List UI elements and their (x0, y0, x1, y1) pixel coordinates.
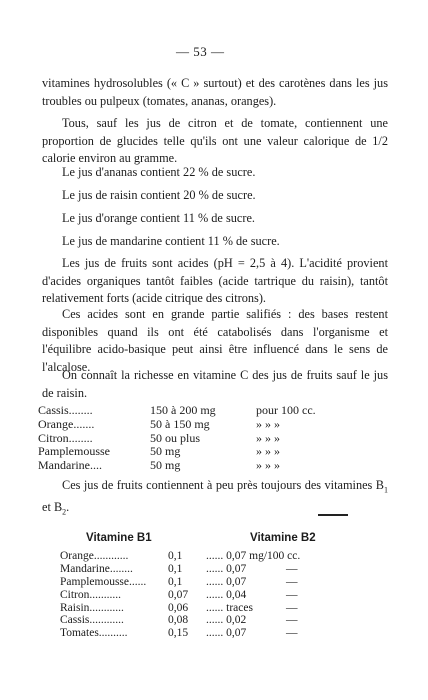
vitamin-b1-header: Vitamine B1 (86, 532, 152, 544)
ditto-dash: — (286, 601, 298, 614)
ditto-dash: — (286, 614, 298, 627)
unit-per: pour 100 cc. (256, 403, 316, 417)
ditto-dash: — (286, 588, 298, 601)
b2-value: ...... 0,07 (206, 627, 247, 640)
fruit-name: Raisin............ (60, 601, 124, 614)
paragraph-vitamin-c: On connaît la richesse en vitamine C des jus de fruits sauf le jus de raisin. (42, 368, 388, 400)
sugar-line-mandarine: Le jus de mandarine contient 11 % de sucre. (62, 234, 280, 248)
b1-value: 0,1 (168, 562, 183, 575)
vitamin-b-end: . (66, 499, 70, 514)
fruit-name: Orange....... (38, 416, 95, 431)
ditto-dash: — (286, 562, 298, 575)
fruit-name: Citron........... (60, 588, 122, 601)
b1-value: 0,08 (168, 614, 189, 627)
fruit-name: Cassis............ (60, 614, 124, 627)
dash-rule (318, 514, 348, 516)
fruit-name: Orange............ (60, 550, 129, 562)
fruit-name: Pamplemousse (38, 444, 110, 459)
b2-value: ...... traces (206, 601, 253, 614)
unit-per: » » » (256, 430, 280, 445)
vitamin-b2-header: Vitamine B2 (250, 532, 316, 544)
vitamin-c-amount: 50 ou plus (150, 430, 201, 445)
paragraph-vitamins: vitamines hydrosolubles (« C » surtout) et des carotènes dans les jus troubles ou pulpeux (tomates, ananas, oranges). (42, 76, 388, 108)
fruit-name: Pamplemousse...... (60, 575, 147, 588)
b1-value: 0,15 (168, 627, 189, 640)
unit-per: » » » (256, 444, 280, 459)
fruit-name: Citron........ (38, 430, 93, 445)
fruit-name: Mandarine.... (38, 458, 102, 473)
unit-per: » » » (256, 458, 280, 473)
paragraph-alcalose: Ces acides sont en grande partie salifiés : des bases restent disponibles quand ils ont été catabolisés dans l'organisme et l'équilibre acido-basique peut ainsi être influencé dans le sens de l'alcalose. (42, 307, 388, 374)
unit-per: » » » (256, 416, 280, 431)
b1-value: 0,07 (168, 588, 189, 601)
subscript-1: 1 (384, 485, 388, 495)
b2-value: ...... 0,04 (206, 588, 247, 601)
ditto-dash: — (286, 627, 298, 640)
b2-value: ...... 0,07 (206, 575, 247, 588)
ditto-dash: — (286, 575, 298, 588)
b2-value: ...... 0,07 mg/100 cc. (206, 550, 301, 562)
b2-value: ...... 0,07 (206, 562, 247, 575)
page-number: — 53 — (176, 44, 225, 59)
sugar-line-raisin: Le jus de raisin contient 20 % de sucre. (62, 188, 256, 202)
vitamin-c-amount: 50 mg (150, 458, 181, 473)
b1-value: 0,1 (168, 575, 183, 588)
fruit-name: Cassis........ (38, 403, 93, 417)
fruit-name: Tomates.......... (60, 627, 128, 640)
sugar-line-ananas: Le jus d'ananas contient 22 % de sucre. (62, 165, 256, 179)
subscript-2: 2 (62, 507, 67, 517)
b1-value: 0,1 (168, 550, 183, 562)
sugar-line-orange: Le jus d'orange contient 11 % de sucre. (62, 211, 255, 225)
paragraph-glucides: Tous, sauf les jus de citron et de tomate, contiennent une proportion de glucides telle qu'ils ont une valeur calorique de 1/2 calorie environ au gramme. (42, 116, 388, 165)
fruit-name: Mandarine........ (60, 562, 133, 575)
vitamin-c-amount: 150 à 200 mg (150, 403, 216, 417)
paragraph-acidity: Les jus de fruits sont acides (pH = 2,5 à 4). L'acidité provient d'acides organiques tantôt faibles (acide tartrique du raisin), tantôt relativement forts (acide citrique des citrons). (42, 256, 388, 305)
b2-value: ...... 0,02 (206, 614, 247, 627)
vitamin-b-text: Ces jus de fruits contiennent à peu près toujours des vitamines B (62, 478, 384, 492)
vitamin-c-amount: 50 mg (150, 444, 181, 459)
b1-value: 0,06 (168, 601, 189, 614)
vitamin-b-and: et B (42, 499, 63, 514)
vitamin-c-amount: 50 à 150 mg (150, 416, 210, 431)
